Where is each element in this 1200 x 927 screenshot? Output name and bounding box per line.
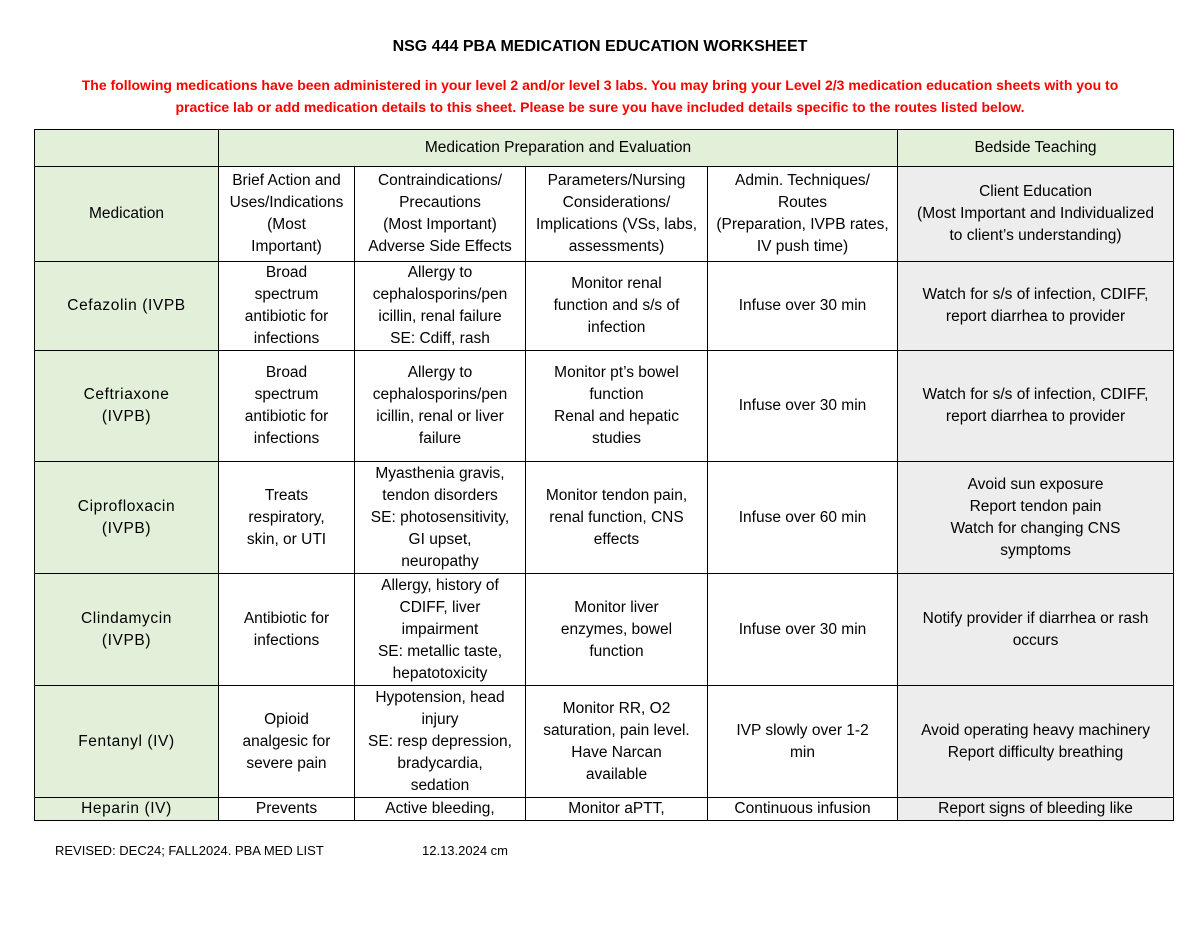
header-group-blank <box>35 130 219 167</box>
header-group-row <box>35 130 1174 167</box>
cell-text-line: studies <box>591 430 642 447</box>
cell-admin <box>708 351 898 462</box>
cell-text-line: antibiotic for <box>244 308 329 325</box>
cell-action <box>219 462 355 574</box>
cell-text-line: Opioid <box>264 710 309 728</box>
cell-text-line: SE: metallic taste, <box>377 642 503 660</box>
cell-text-line: (Most Important) <box>383 216 497 233</box>
cell-text-line: CDIFF, liver <box>399 598 481 616</box>
cell-admin <box>708 798 898 821</box>
col-header-admin <box>708 167 898 262</box>
cell-contraindications <box>355 351 526 462</box>
cell-text-line: Avoid operating heavy machinery <box>921 721 1150 739</box>
medication-worksheet-table <box>34 129 1174 821</box>
cell-parameters <box>526 262 708 351</box>
cell-text-line: Precautions <box>399 194 481 211</box>
cell-text-line: Monitor liver <box>574 598 659 616</box>
cell-education <box>898 351 1174 462</box>
table-row <box>35 262 1174 351</box>
cell-text-line: Medication <box>89 205 164 222</box>
cell-text-line: report diarrhea to provider <box>945 408 1126 425</box>
cell-text-line: Prevents <box>255 800 318 817</box>
cell-text-line: Contraindications/ <box>377 172 503 189</box>
cell-parameters <box>526 686 708 798</box>
cell-text-line: respiratory, <box>248 508 325 526</box>
cell-text-line: Considerations/ <box>562 194 671 211</box>
cell-text-line: severe pain <box>246 754 327 772</box>
cell-medication <box>35 574 219 686</box>
cell-text-line: available <box>585 765 648 783</box>
cell-text-line: renal function, CNS <box>549 508 684 526</box>
cell-text-line: function <box>589 642 644 660</box>
cell-text-line: Report difficulty breathing <box>947 743 1124 761</box>
cell-text-line: (IVPB) <box>101 408 152 425</box>
cell-action <box>219 351 355 462</box>
cell-text-line: Monitor tendon pain, <box>545 486 688 504</box>
cell-text-line: Monitor pt’s bowel <box>554 364 679 381</box>
cell-text-line: sedation <box>410 776 470 794</box>
cell-education <box>898 262 1174 351</box>
page-title: NSG 444 PBA MEDICATION EDUCATION WORKSHEET <box>392 38 808 55</box>
cell-text-line: Allergy to <box>407 264 473 281</box>
cell-action <box>219 262 355 351</box>
cell-text-line: infections <box>253 330 320 347</box>
cell-text-line: Allergy to <box>407 364 473 381</box>
cell-text-line: GI upset, <box>408 530 472 548</box>
cell-text-line: Adverse Side Effects <box>368 238 512 255</box>
cell-text-line: icillin, renal or liver <box>376 408 504 425</box>
header-group-bedside: Bedside Teaching <box>898 130 1174 167</box>
cell-text-line: impairment <box>401 620 479 638</box>
cell-text-line: Treats <box>264 486 309 504</box>
cell-text-line: cephalosporins/pen <box>372 386 508 403</box>
cell-education <box>898 574 1174 686</box>
cell-contraindications <box>355 686 526 798</box>
cell-text-line: Admin. Techniques/ <box>735 172 870 189</box>
table-row <box>35 574 1174 686</box>
cell-text-line: failure <box>418 430 462 447</box>
header-group-prep: Medication Preparation and Evaluation <box>219 130 898 167</box>
cell-education <box>898 798 1174 821</box>
cell-text-line: Renal and hepatic <box>554 408 679 425</box>
cell-parameters <box>526 574 708 686</box>
cell-text-line: Client Education <box>979 183 1092 200</box>
cell-text-line: IV push time) <box>756 238 849 255</box>
cell-text-line: Monitor RR, O2 <box>562 699 671 717</box>
cell-text-line: Report signs of bleeding like <box>938 800 1133 817</box>
cell-medication <box>35 262 219 351</box>
cell-text-line: (Preparation, IVPB rates, <box>716 216 889 233</box>
cell-text-line: saturation, pain level. <box>543 721 690 739</box>
cell-text-line: Have Narcan <box>571 743 662 761</box>
cell-text-line: SE: photosensitivity, <box>370 508 510 526</box>
cell-medication <box>35 351 219 462</box>
cell-text-line: min <box>790 743 815 761</box>
cell-text-line: Infuse over 30 min <box>738 297 867 314</box>
cell-contraindications <box>355 462 526 574</box>
cell-text-line: Infuse over 30 min <box>738 397 867 414</box>
cell-text-line: analgesic for <box>242 732 331 750</box>
cell-text-line: Important) <box>251 238 322 255</box>
cell-medication <box>35 462 219 574</box>
cell-text-line: (Most <box>267 216 306 233</box>
cell-medication <box>35 798 219 821</box>
cell-text-line: Avoid sun exposure <box>967 475 1104 493</box>
cell-text-line: skin, or UTI <box>246 530 327 548</box>
col-header-parameters <box>526 167 708 262</box>
cell-text-line: Infuse over 30 min <box>738 620 867 638</box>
cell-text-line: injury <box>421 710 459 728</box>
cell-text-line: symptoms <box>1000 541 1071 559</box>
cell-text-line: Broad <box>265 264 308 281</box>
table-row <box>35 351 1174 462</box>
cell-text-line: Broad <box>265 364 308 381</box>
cell-text-line: IVP slowly over 1-2 <box>736 721 869 739</box>
cell-text-line: Watch for changing CNS <box>950 519 1121 537</box>
cell-text-line: infections <box>253 631 320 649</box>
cell-admin <box>708 686 898 798</box>
cell-text-line: Watch for s/s of infection, CDIFF, <box>922 286 1149 303</box>
cell-action <box>219 686 355 798</box>
col-header-medication <box>35 167 219 262</box>
cell-text-line: Allergy, history of <box>381 576 499 594</box>
table-row <box>35 686 1174 798</box>
cell-text-line: Active bleeding, <box>385 800 495 817</box>
cell-text-line: cephalosporins/pen <box>372 286 508 303</box>
cell-medication <box>35 686 219 798</box>
cell-text-line: infections <box>253 430 320 447</box>
cell-text-line: Uses/Indications <box>229 194 344 211</box>
cell-admin <box>708 262 898 351</box>
cell-text-line: SE: resp depression, <box>368 732 512 750</box>
cell-contraindications <box>355 262 526 351</box>
cell-text-line: (IVPB) <box>101 519 152 537</box>
cell-text-line: hepatotoxicity <box>392 664 488 682</box>
cell-text-line: spectrum <box>254 386 319 403</box>
cell-text-line: effects <box>593 530 640 548</box>
cell-parameters <box>526 351 708 462</box>
cell-action <box>219 574 355 686</box>
cell-text-line: Implications (VSs, labs, <box>535 216 698 233</box>
cell-text-line: icillin, renal failure <box>378 308 502 325</box>
cell-education <box>898 462 1174 574</box>
cell-text-line: Cefazolin (IVPB <box>67 297 186 314</box>
intro-text <box>40 74 1160 118</box>
cell-text-line: Monitor renal <box>571 275 662 292</box>
footer-revised: REVISED: DEC24; FALL2024. PBA MED LIST <box>55 843 324 858</box>
cell-text-line: Watch for s/s of infection, CDIFF, <box>922 386 1149 403</box>
cell-admin <box>708 574 898 686</box>
table-row <box>35 462 1174 574</box>
cell-text-line: to client’s understanding) <box>949 227 1122 244</box>
cell-text-line: bradycardia, <box>397 754 483 772</box>
cell-text-line: Infuse over 60 min <box>738 508 867 526</box>
footer-date: 12.13.2024 cm <box>422 843 509 858</box>
cell-action <box>219 798 355 821</box>
cell-text-line: function and s/s of <box>553 297 680 314</box>
cell-text-line: SE: Cdiff, rash <box>390 330 490 347</box>
cell-text-line: occurs <box>1012 631 1059 649</box>
cell-parameters <box>526 798 708 821</box>
cell-text-line: tendon disorders <box>382 486 498 504</box>
col-header-contraindications <box>355 167 526 262</box>
cell-text-line: Clindamycin <box>80 609 173 627</box>
cell-text-line: Routes <box>777 194 828 211</box>
col-header-education <box>898 167 1174 262</box>
cell-admin <box>708 462 898 574</box>
cell-text-line: Report tendon pain <box>969 497 1102 515</box>
cell-text-line: Myasthenia gravis, <box>375 464 505 482</box>
cell-contraindications <box>355 574 526 686</box>
col-header-action <box>219 167 355 262</box>
cell-text-line: Ceftriaxone <box>83 386 170 403</box>
cell-text-line: Continuous infusion <box>734 800 871 817</box>
intro-line: practice lab or add medication details to this sheet. Please be sure you have included details specific to the routes listed below. <box>175 99 1025 115</box>
cell-parameters <box>526 462 708 574</box>
cell-text-line: antibiotic for <box>244 408 329 425</box>
cell-text-line: report diarrhea to provider <box>945 308 1126 325</box>
cell-text-line: Monitor aPTT, <box>568 800 665 817</box>
cell-text-line: Antibiotic for <box>243 609 330 627</box>
cell-text-line: Parameters/Nursing <box>547 172 686 189</box>
cell-text-line: Notify provider if diarrhea or rash <box>922 609 1149 627</box>
intro-line: The following medications have been administered in your level 2 and/or level 3 labs. You may bring your Level 2/3 medication education sheets with you to <box>81 77 1119 93</box>
cell-text-line: (IVPB) <box>101 631 152 649</box>
cell-text-line: function <box>589 386 644 403</box>
table-row <box>35 798 1174 821</box>
cell-text-line: Fentanyl (IV) <box>78 732 175 750</box>
cell-education <box>898 686 1174 798</box>
cell-contraindications <box>355 798 526 821</box>
cell-text-line: spectrum <box>254 286 319 303</box>
cell-text-line: (Most Important and Individualized <box>917 205 1154 222</box>
cell-text-line: Heparin (IV) <box>81 800 172 817</box>
cell-text-line: Brief Action and <box>232 172 341 189</box>
cell-text-line: enzymes, bowel <box>560 620 673 638</box>
cell-text-line: assessments) <box>568 238 665 255</box>
cell-text-line: Ciprofloxacin <box>77 497 176 515</box>
cell-text-line: neuropathy <box>401 552 479 570</box>
cell-text-line: infection <box>587 319 646 336</box>
cell-text-line: Hypotension, head <box>375 688 505 706</box>
column-header-row <box>35 167 1174 262</box>
